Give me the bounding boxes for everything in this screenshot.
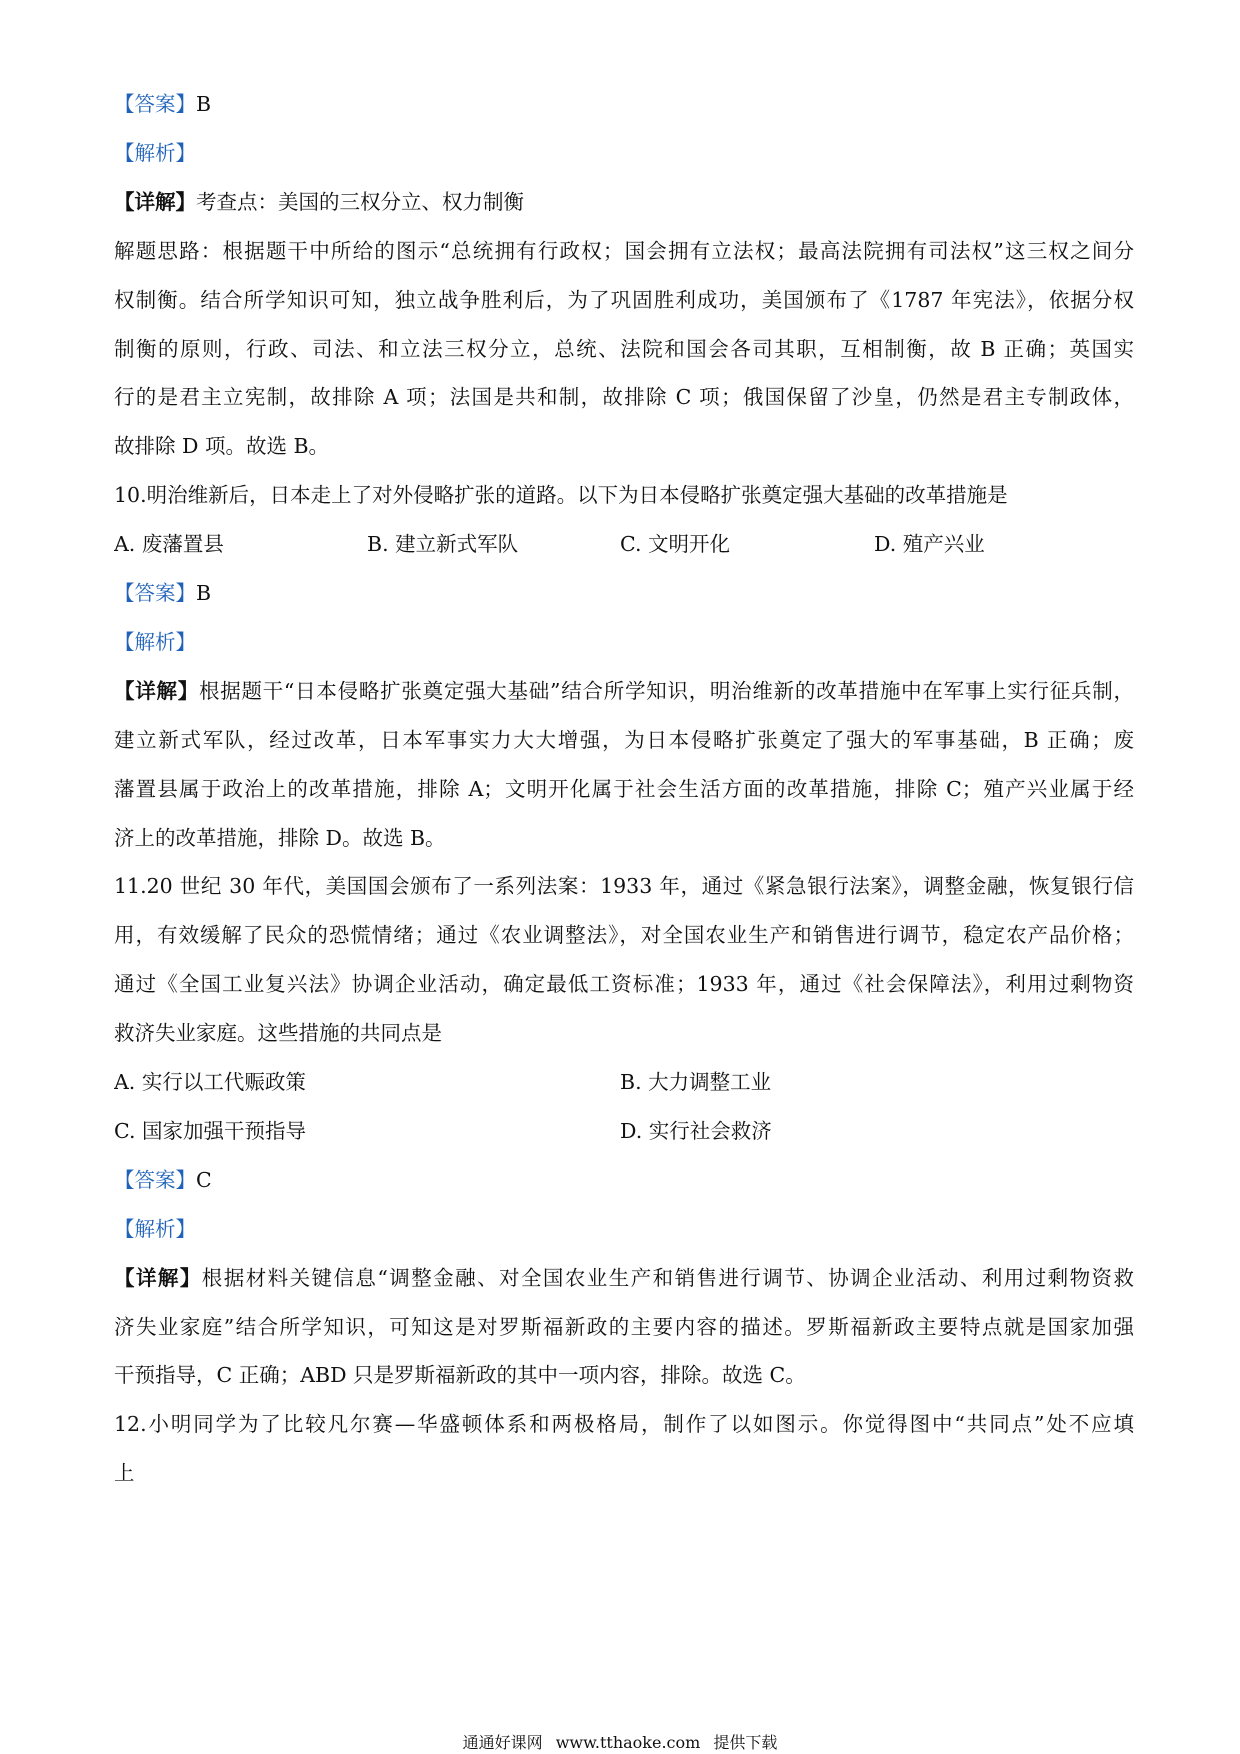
answer-line bbox=[114, 578, 1134, 608]
paragraph-line: 解题思路：根据题干中所给的图示“总统拥有行政权；国会拥有立法权；最高法院拥有司法权”这三权之间分 bbox=[114, 238, 1134, 263]
option-a[interactable]: A. 废藩置县 bbox=[114, 532, 224, 557]
option-a[interactable]: A. 实行以工代赈政策 bbox=[114, 1070, 306, 1094]
option-c[interactable]: C. 国家加强干预指导 bbox=[114, 1118, 306, 1143]
analysis-tag-line bbox=[114, 627, 1134, 657]
question-line: 10.明治维新后，日本走上了对外侵略扩张的道路。以下为日本侵略扩张奠定强大基础的改革措施是 bbox=[114, 483, 1008, 508]
section-tag: 【解析】 bbox=[114, 1216, 196, 1241]
question-line: 救济失业家庭。这些措施的共同点是 bbox=[114, 1021, 442, 1046]
detail-text: 根据材料关键信息“调整金融、对全国农业生产和销售进行调节、协调企业活动、利用过剩物资救 bbox=[201, 1265, 1134, 1290]
detail-text: 济失业家庭”结合所学知识，可知这是对罗斯福新政的主要内容的描述。罗斯福新政主要特点就是国家加强 bbox=[114, 1314, 1134, 1339]
options-row bbox=[114, 1116, 1134, 1146]
detail-line bbox=[114, 676, 1134, 706]
question-line: 上 bbox=[114, 1461, 135, 1486]
detail-line bbox=[114, 187, 1134, 217]
detail-line bbox=[114, 774, 1134, 804]
detail-text: 藩置县属于政治上的改革措施，排除 A；文明开化属于社会生活方面的改革措施，排除 C；殖产兴业属于经 bbox=[114, 776, 1134, 801]
paragraph-line: 权制衡。结合所学知识可知，独立战争胜利后，为了巩固胜利成功，美国颁布了《1787 年宪法》，依据分权 bbox=[114, 287, 1134, 312]
option-d[interactable]: D. 殖产兴业 bbox=[874, 532, 985, 557]
detail-line bbox=[114, 1263, 1134, 1293]
question-line: 通过《全国工业复兴法》协调企业活动，确定最低工资标准；1933 年，通过《社会保障法》，利用过剩物资 bbox=[114, 972, 1134, 997]
question-line: 12.小明同学为了比较凡尔赛—华盛顿体系和两极格局，制作了以如图示。你觉得图中“共同点”处不应填 bbox=[114, 1412, 1134, 1437]
footer-note: 提供下载 bbox=[713, 1733, 778, 1752]
detail-line bbox=[114, 725, 1134, 755]
answer-line bbox=[114, 89, 1134, 119]
detail-text: 干预指导，C 正确；ABD 只是罗斯福新政的其中一项内容，排除。故选 C。 bbox=[114, 1363, 806, 1388]
paragraph-line: 行的是君主立宪制，故排除 A 项；法国是共和制，故排除 C 项；俄国保留了沙皇，仍然是君主专制政体， bbox=[114, 385, 1134, 410]
question-line: 11.20 世纪 30 年代，美国国会颁布了一系列法案：1933 年，通过《紧急银行法案》，调整金融，恢复银行信 bbox=[114, 874, 1134, 899]
answer-value: B bbox=[196, 581, 212, 605]
detail-tag: 【详解】 bbox=[114, 1265, 202, 1290]
detail-text: 济上的改革措施，排除 D。故选 B。 bbox=[114, 825, 446, 850]
answer-line bbox=[114, 1165, 1134, 1195]
option-b[interactable]: B. 大力调整工业 bbox=[620, 1070, 772, 1094]
paragraph-line: 故排除 D 项。故选 B。 bbox=[114, 434, 330, 459]
section-tag: 【答案】 bbox=[114, 92, 196, 116]
detail-line bbox=[114, 823, 1134, 853]
detail-text: 根据题干“日本侵略扩张奠定强大基础”结合所学知识，明治维新的改革措施中在军事上实行征兵制， bbox=[198, 678, 1134, 703]
answer-value: B bbox=[196, 92, 212, 116]
options-row bbox=[114, 529, 1134, 559]
section-tag: 【答案】 bbox=[114, 1167, 196, 1192]
detail-tag: 【详解】 bbox=[114, 678, 199, 703]
detail-line bbox=[114, 1360, 1134, 1390]
footer-site: 通通好课网 bbox=[462, 1733, 543, 1752]
options-row bbox=[114, 1067, 1134, 1097]
detail-text: 考查点：美国的三权分立、权力制衡 bbox=[196, 189, 524, 214]
option-d[interactable]: D. 实行社会救济 bbox=[620, 1118, 772, 1143]
answer-value: C bbox=[196, 1167, 212, 1192]
analysis-tag-line bbox=[114, 138, 1134, 168]
section-tag: 【解析】 bbox=[114, 140, 196, 165]
paragraph-line: 制衡的原则，行政、司法、和立法三权分立，总统、法院和国会各司其职，互相制衡，故 B 正确；英国实 bbox=[114, 336, 1134, 361]
question-line: 用，有效缓解了民众的恐慌情绪；通过《农业调整法》，对全国农业生产和销售进行调节，稳定农产品价格； bbox=[114, 923, 1134, 948]
section-tag: 【解析】 bbox=[114, 629, 196, 654]
analysis-tag-line bbox=[114, 1214, 1134, 1244]
detail-text: 建立新式军队，经过改革，日本军事实力大大增强，为日本侵略扩张奠定了强大的军事基础，B 正确；废 bbox=[114, 727, 1134, 752]
section-tag: 【答案】 bbox=[114, 581, 196, 605]
option-c[interactable]: C. 文明开化 bbox=[620, 532, 730, 557]
detail-line bbox=[114, 1312, 1134, 1342]
page-footer bbox=[0, 1730, 1240, 1753]
footer-url[interactable]: www.tthaoke.com bbox=[555, 1733, 701, 1752]
detail-tag: 【详解】 bbox=[114, 189, 196, 214]
option-b[interactable]: B. 建立新式军队 bbox=[367, 532, 519, 557]
